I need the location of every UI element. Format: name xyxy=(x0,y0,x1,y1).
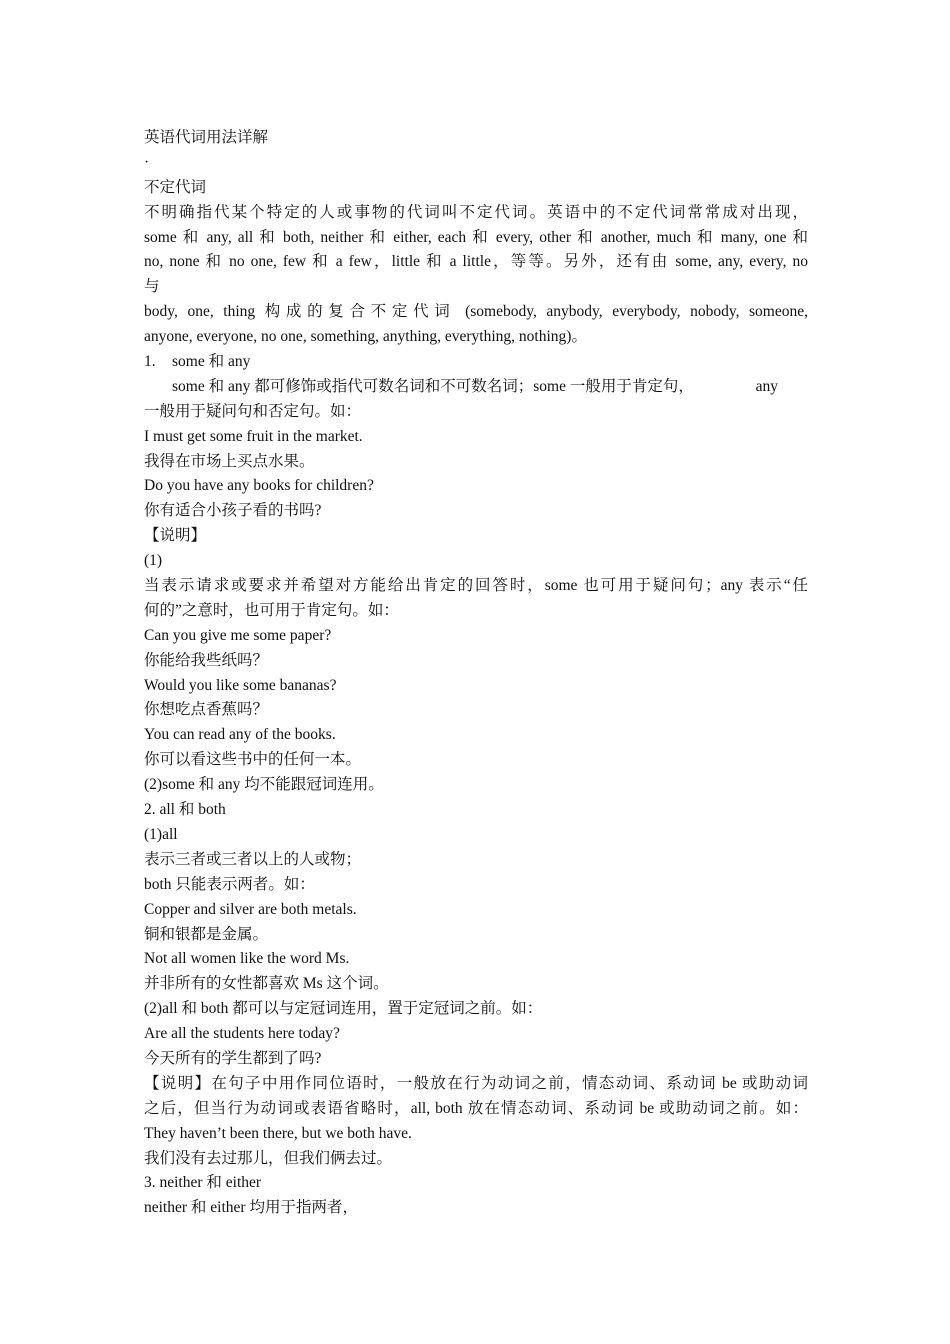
example-english: Can you give me some paper? xyxy=(144,626,332,644)
example-english: Not all women like the word Ms. xyxy=(144,950,350,968)
example-chinese: 我们没有去过那儿，但我们俩去过。 xyxy=(144,1149,393,1167)
subsection-heading-all-both: 2. all 和 both xyxy=(144,801,226,819)
example-english: You can read any of the books. xyxy=(144,726,336,744)
intro-line-4: 与 xyxy=(144,278,160,296)
document-title: 英语代词用法详解 xyxy=(144,129,269,146)
example-english: Would you like some bananas? xyxy=(144,676,337,694)
dot-marker: · xyxy=(144,153,150,171)
point-line-2: both 只能表示两者。如： xyxy=(144,875,315,893)
intro-line-3: no, none 和 no one, few 和 a few，little 和 a little，等等。另外，还有由 some, any, every, no xyxy=(144,253,808,271)
point-line: neither 和 either 均用于指两者， xyxy=(144,1199,358,1217)
description-right: any xyxy=(755,377,778,395)
example-chinese: 你想吃点香蕉吗？ xyxy=(144,701,269,719)
note-number: (1) xyxy=(144,552,163,570)
example-english: Copper and silver are both metals. xyxy=(144,900,357,918)
example-chinese: 你有适合小孩子看的书吗? xyxy=(144,502,322,520)
example-chinese: 你可以看这些书中的任何一本。 xyxy=(144,751,362,769)
example-english: Do you have any books for children? xyxy=(144,477,374,495)
example-chinese: 并非所有的女性都喜欢 Ms 这个词。 xyxy=(144,975,389,993)
note-line-2: 之后，但当行为动词或表语省略时，all, both 放在情态动词、系动词 be 或助动词之前。如： xyxy=(144,1099,808,1117)
note-line-2: 何的”之意时，也可用于肯定句。如： xyxy=(144,601,399,619)
description-left: some 和 any 都可修饰或指代可数名词和不可数名词；some 一般用于肯定句， xyxy=(172,377,694,395)
intro-line-5: body, one, thing 构成的复合不定代词 (somebody, anybody, everybody, nobody, someone, xyxy=(144,303,808,321)
example-chinese: 我得在市场上买点水果。 xyxy=(144,452,315,470)
subsection-heading-some-any xyxy=(144,350,808,375)
point-line-1: 表示三者或三者以上的人或物； xyxy=(144,850,362,868)
section-heading: 不定代词 xyxy=(144,178,207,196)
example-english: They haven’t been there, but we both have. xyxy=(144,1124,412,1142)
example-english: I must get some fruit in the market. xyxy=(144,427,363,445)
note-label: 【说明】 xyxy=(144,527,207,545)
subsection-heading-neither-either: 3. neither 和 either xyxy=(144,1174,262,1192)
example-chinese: 你能给我些纸吗？ xyxy=(144,651,269,669)
description-continued: 一般用于疑问句和否定句。如： xyxy=(144,402,362,420)
some-any-description xyxy=(144,375,808,400)
intro-line-2: some 和 any, all 和 both, neither 和 either, each 和 every, other 和 another, much 和 many, one 和 xyxy=(144,228,808,246)
example-english: Are all the students here today? xyxy=(144,1025,340,1043)
intro-line-1: 不明确指代某个特定的人或事物的代词叫不定代词。英语中的不定代词常常成对出现， xyxy=(144,203,808,221)
point-2: (2)all 和 both 都可以与定冠词连用，置于定冠词之前。如： xyxy=(144,1000,543,1018)
note-2: (2)some 和 any 均不能跟冠词连用。 xyxy=(144,776,384,794)
point-label: (1)all xyxy=(144,825,178,843)
note-line-1: 当表示请求或要求并希望对方能给出肯定的回答时，some 也可用于疑问句；any 表示“任 xyxy=(144,577,808,595)
intro-line-6: anyone, everyone, no one, something, anything, everything, nothing)。 xyxy=(144,328,587,346)
note-line-1: 【说明】在句子中用作同位语时，一般放在行为动词之前，情态动词、系动词 be 或助动词 xyxy=(144,1074,808,1092)
subsection-title: some 和 any xyxy=(172,353,251,371)
example-chinese: 今天所有的学生都到了吗? xyxy=(144,1049,322,1067)
document-page xyxy=(144,126,808,1221)
example-chinese: 铜和银都是金属。 xyxy=(144,925,269,943)
subsection-number: 1. xyxy=(144,353,156,371)
